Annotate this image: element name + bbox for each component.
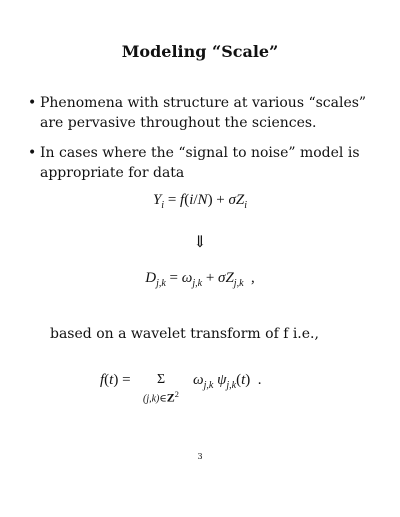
summation-index: $(j,k)\in Z^2$ bbox=[143, 390, 179, 405]
equation-wavelet-coefficients: $D_{j,k} = \omega_{j,k} + \sigma Z_{j,k}$ , bbox=[145, 270, 255, 289]
slide-title: Modeling “Scale” bbox=[121, 42, 279, 61]
equation-wavelet-expansion: f(t) = Σ $(j,k)\in Z^2$ $\omega_{j,k}$ $\psi_{j,k}(t)$ . bbox=[100, 372, 262, 405]
bullet-item-1 bbox=[28, 93, 368, 133]
bullet-item-2 bbox=[28, 143, 368, 183]
page-number: 3 bbox=[197, 452, 203, 461]
based-on-text: based on a wavelet transform of f i.e., bbox=[50, 326, 319, 342]
equation-signal-noise: $Y_i = f(i/N) + \sigma Z_i$ bbox=[152, 192, 248, 211]
summation-symbol: Σ bbox=[157, 372, 166, 387]
bullet-text: Phenomena with structure at various “scales” are pervasive throughout the sciences. bbox=[40, 95, 367, 131]
down-arrow-icon: ⇓ bbox=[193, 234, 207, 251]
bullet-dot: • bbox=[28, 95, 37, 111]
bullet-text: In cases where the “signal to noise” model is appropriate for data bbox=[40, 145, 360, 181]
bullet-dot: • bbox=[28, 145, 37, 161]
